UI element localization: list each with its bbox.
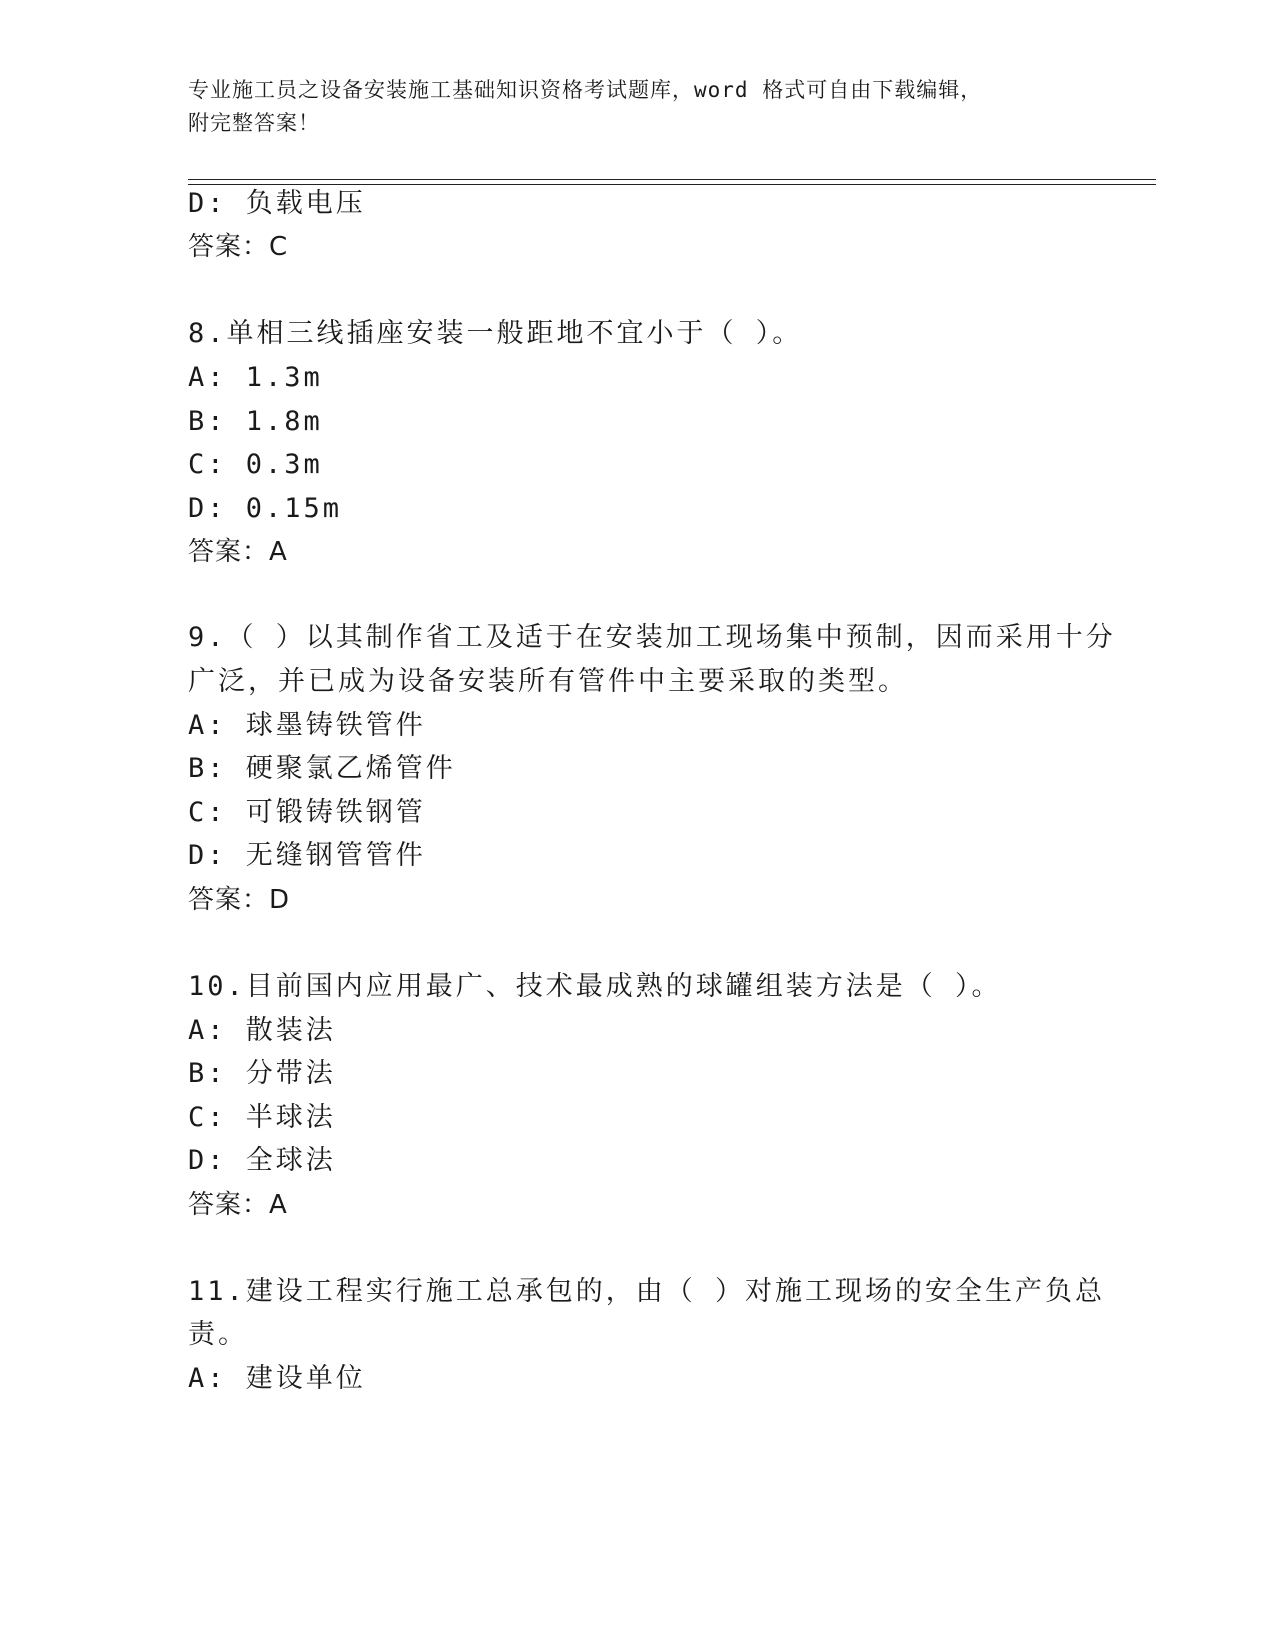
question-11-stem-line-1: 11.建设工程实行施工总承包的，由（ ）对施工现场的安全生产负总	[188, 1276, 1106, 1307]
header-divider-top	[188, 179, 1156, 180]
question-8-option-b: B: 1.8m	[188, 406, 323, 437]
question-9-stem-line-2: 广泛，并已成为设备安装所有管件中主要采取的类型。	[188, 666, 908, 697]
header-line-2: 附完整答案！	[188, 111, 320, 135]
question-8-option-d: D: 0.15m	[188, 493, 343, 524]
question-10-option-c: C: 半球法	[188, 1102, 336, 1133]
question-9-option-d: D: 无缝钢管管件	[188, 840, 426, 871]
option-d-prev: D: 负载电压	[188, 188, 366, 219]
question-9-stem-line-1: 9.（ ）以其制作省工及适于在安装加工现场集中预制，因而采用十分	[188, 622, 1116, 653]
question-9-answer: 答案：D	[188, 885, 291, 915]
question-8-option-c: C: 0.3m	[188, 449, 323, 480]
question-10-stem: 10.目前国内应用最广、技术最成熟的球罐组装方法是（ ）。	[188, 971, 1002, 1002]
document-header	[188, 74, 1088, 140]
question-10-option-b: B: 分带法	[188, 1058, 336, 1089]
header-divider-bottom	[188, 184, 1156, 185]
question-11-stem-line-2: 责。	[188, 1319, 248, 1350]
question-9-option-c: C: 可锻铸铁钢管	[188, 797, 426, 828]
question-9-option-b: B: 硬聚氯乙烯管件	[188, 753, 456, 784]
question-10-option-d: D: 全球法	[188, 1145, 336, 1176]
question-10-answer: 答案：A	[188, 1190, 288, 1220]
question-11-option-a: A: 建设单位	[188, 1363, 366, 1394]
question-9-option-a: A: 球墨铸铁管件	[188, 710, 426, 741]
question-8-answer: 答案：A	[188, 537, 288, 567]
question-10-option-a: A: 散装法	[188, 1015, 336, 1046]
question-8-stem: 8.单相三线插座安装一般距地不宜小于（ ）。	[188, 318, 803, 349]
header-line-1: 专业施工员之设备安装施工基础知识资格考试题库，word 格式可自由下载编辑，	[188, 78, 983, 102]
question-8-option-a: A: 1.3m	[188, 362, 323, 393]
answer-prev: 答案：C	[188, 232, 289, 262]
